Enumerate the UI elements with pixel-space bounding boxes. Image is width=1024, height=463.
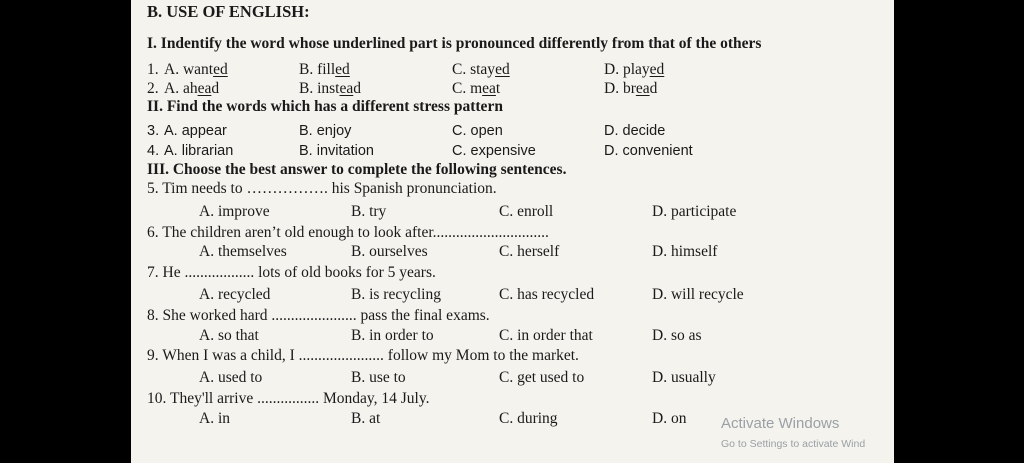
option-b: B. instead xyxy=(299,80,361,97)
option-d: D. will recycle xyxy=(652,286,744,303)
option-d: D. convenient xyxy=(604,143,693,159)
option-c: C. expensive xyxy=(452,143,536,159)
option-c: C. herself xyxy=(499,243,560,260)
option-b: B. at xyxy=(351,410,381,427)
question-number: 4. xyxy=(147,143,160,159)
option-d: D. participate xyxy=(652,203,737,220)
option-c: C. stayed xyxy=(452,61,510,78)
option-d: D. bread xyxy=(604,80,658,97)
option-a: A. ahead xyxy=(164,80,220,97)
question-number: 2. xyxy=(147,80,159,97)
option-d: D. decide xyxy=(604,123,666,139)
option-c: C. enroll xyxy=(499,203,554,220)
option-b: B. filled xyxy=(299,61,350,78)
option-c: C. has recycled xyxy=(499,286,595,303)
section-heading: B. USE OF ENGLISH: xyxy=(147,2,310,21)
option-a: A. so that xyxy=(199,327,259,344)
watermark-title: Activate Windows xyxy=(721,415,840,432)
option-d: D. usually xyxy=(652,369,716,386)
part1-instruction: I. Indentify the word whose underlined part is pronounced differently from that of the others xyxy=(147,35,762,52)
option-a: A. appear xyxy=(164,123,227,139)
question-8-stem: 8. She worked hard ...................... pass the final exams. xyxy=(147,307,490,324)
option-a: A. in xyxy=(199,410,230,427)
question-10-stem: 10. They'll arrive ................ Monday, 14 July. xyxy=(147,390,430,407)
question-7-stem: 7. He .................. lots of old books for 5 years. xyxy=(147,264,436,281)
option-c: C. open xyxy=(452,123,503,139)
option-d: D. on xyxy=(652,410,687,427)
option-a: A. improve xyxy=(199,203,270,220)
question-number: 1. xyxy=(147,61,159,78)
option-c: C. during xyxy=(499,410,558,427)
option-d: D. himself xyxy=(652,243,718,260)
option-b: B. enjoy xyxy=(299,123,352,139)
option-a: A. themselves xyxy=(199,243,287,260)
worksheet-page xyxy=(131,0,894,463)
part2-instruction: II. Find the words which has a different stress pattern xyxy=(147,98,503,115)
option-b: B. ourselves xyxy=(351,243,428,260)
option-a: A. librarian xyxy=(164,143,234,159)
option-d: D. played xyxy=(604,61,665,78)
option-b: B. is recycling xyxy=(351,286,441,303)
option-c: C. meat xyxy=(452,80,501,97)
option-b: B. invitation xyxy=(299,143,374,159)
activate-windows-watermark xyxy=(721,415,866,450)
option-d: D. so as xyxy=(652,327,702,344)
option-b: B. use to xyxy=(351,369,406,386)
option-c: C. in order that xyxy=(499,327,593,344)
question-9-stem: 9. When I was a child, I ...................... follow my Mom to the market. xyxy=(147,347,579,364)
part3-instruction: III. Choose the best answer to complete the following sentences. xyxy=(147,161,567,178)
option-b: B. in order to xyxy=(351,327,434,344)
watermark-subtitle: Go to Settings to activate Wind xyxy=(721,438,866,450)
question-5-stem: 5. Tim needs to ……………. his Spanish pronunciation. xyxy=(147,180,497,197)
option-b: B. try xyxy=(351,203,387,220)
question-number: 3. xyxy=(147,123,160,139)
question-6-stem: 6. The children aren’t old enough to look after.............................. xyxy=(147,224,549,241)
option-c: C. get used to xyxy=(499,369,585,386)
option-a: A. recycled xyxy=(199,286,271,303)
option-a: A. used to xyxy=(199,369,263,386)
option-a: A. wanted xyxy=(164,61,228,78)
